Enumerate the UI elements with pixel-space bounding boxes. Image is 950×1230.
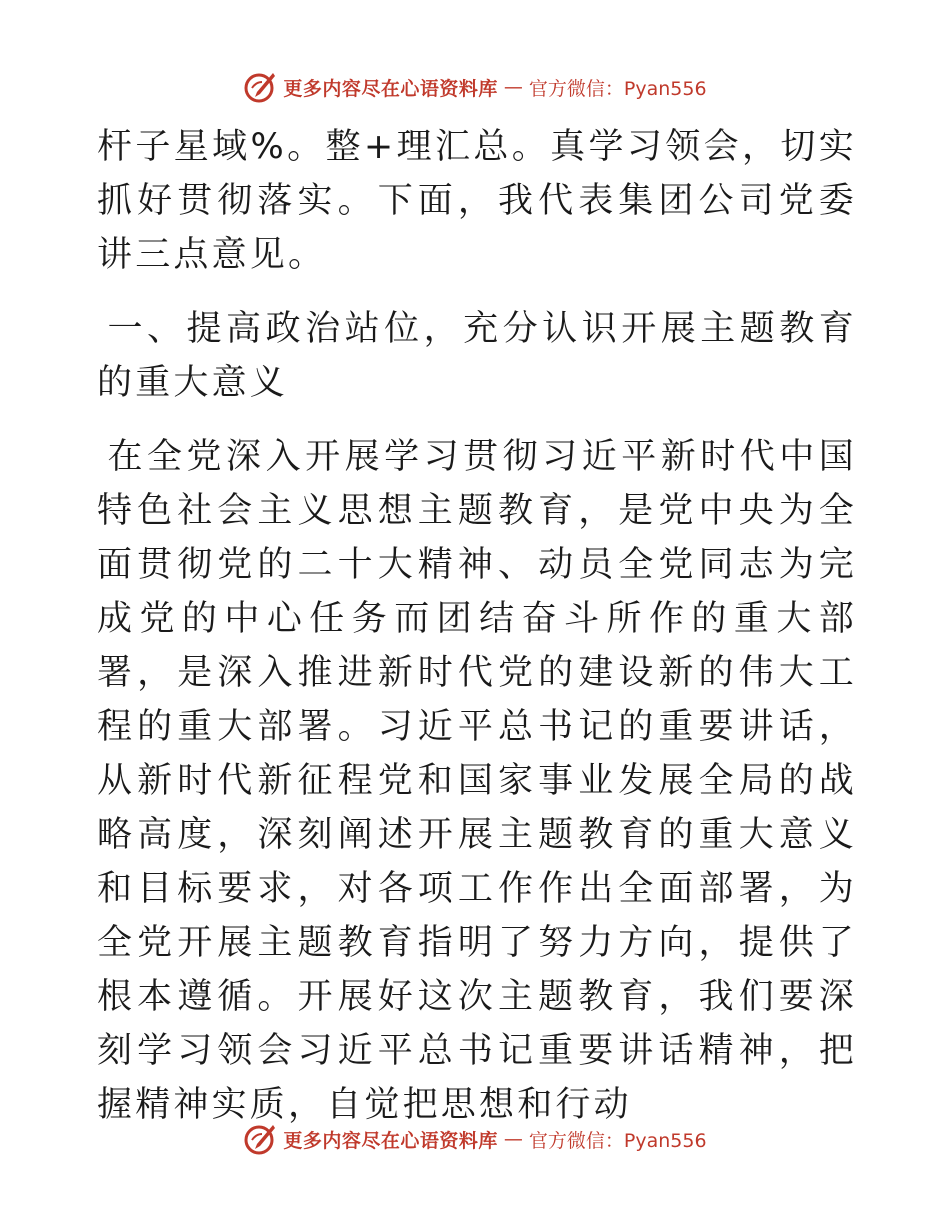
header-banner (0, 70, 950, 104)
document-body (97, 120, 857, 1132)
paragraph-continuation: 杆子星域%。整+理汇总。真学习领会，切实抓好贯彻落实。下面，我代表集团公司党委讲三点意见。 (97, 127, 857, 275)
section-heading: 一、提高政治站位，充分认识开展主题教育的重大意义 (97, 309, 857, 403)
paragraph-body: 在全党深入开展学习贯彻习近平新时代中国特色社会主义思想主题教育，是党中央为全面贯彻党的二十大精神、动员全党同志为完成党的中心任务而团结奋斗所作的重大部署，是深入推进新时代党的建设新的伟大工程的重大部署。习近平总书记的重要讲话，从新时代新征程党和国家事业发展全局的战略高度，深刻阐述开展主题教育的重大意义和目标要求，对各项工作作出全面部署，为全党开展主题教育指明了努力方向，提供了根本遵循。开展好这次主题教育，我们要深刻学习领会习近平总书记重要讲话精神，把握精神实质，自觉把思想和行动 (97, 437, 857, 1125)
banner-dash: — (503, 76, 523, 98)
banner-wechat: 官方微信：Pyan556 (528, 1129, 707, 1152)
banner-main-text: 更多内容尽在心语资料库 (283, 77, 498, 100)
quill-circle-logo-icon (243, 70, 277, 104)
quill-circle-logo-icon (243, 1122, 277, 1156)
footer-banner (0, 1122, 950, 1156)
banner-dash: — (503, 1128, 523, 1150)
banner-wechat: 官方微信：Pyan556 (528, 77, 707, 100)
banner-main-text: 更多内容尽在心语资料库 (283, 1129, 498, 1152)
